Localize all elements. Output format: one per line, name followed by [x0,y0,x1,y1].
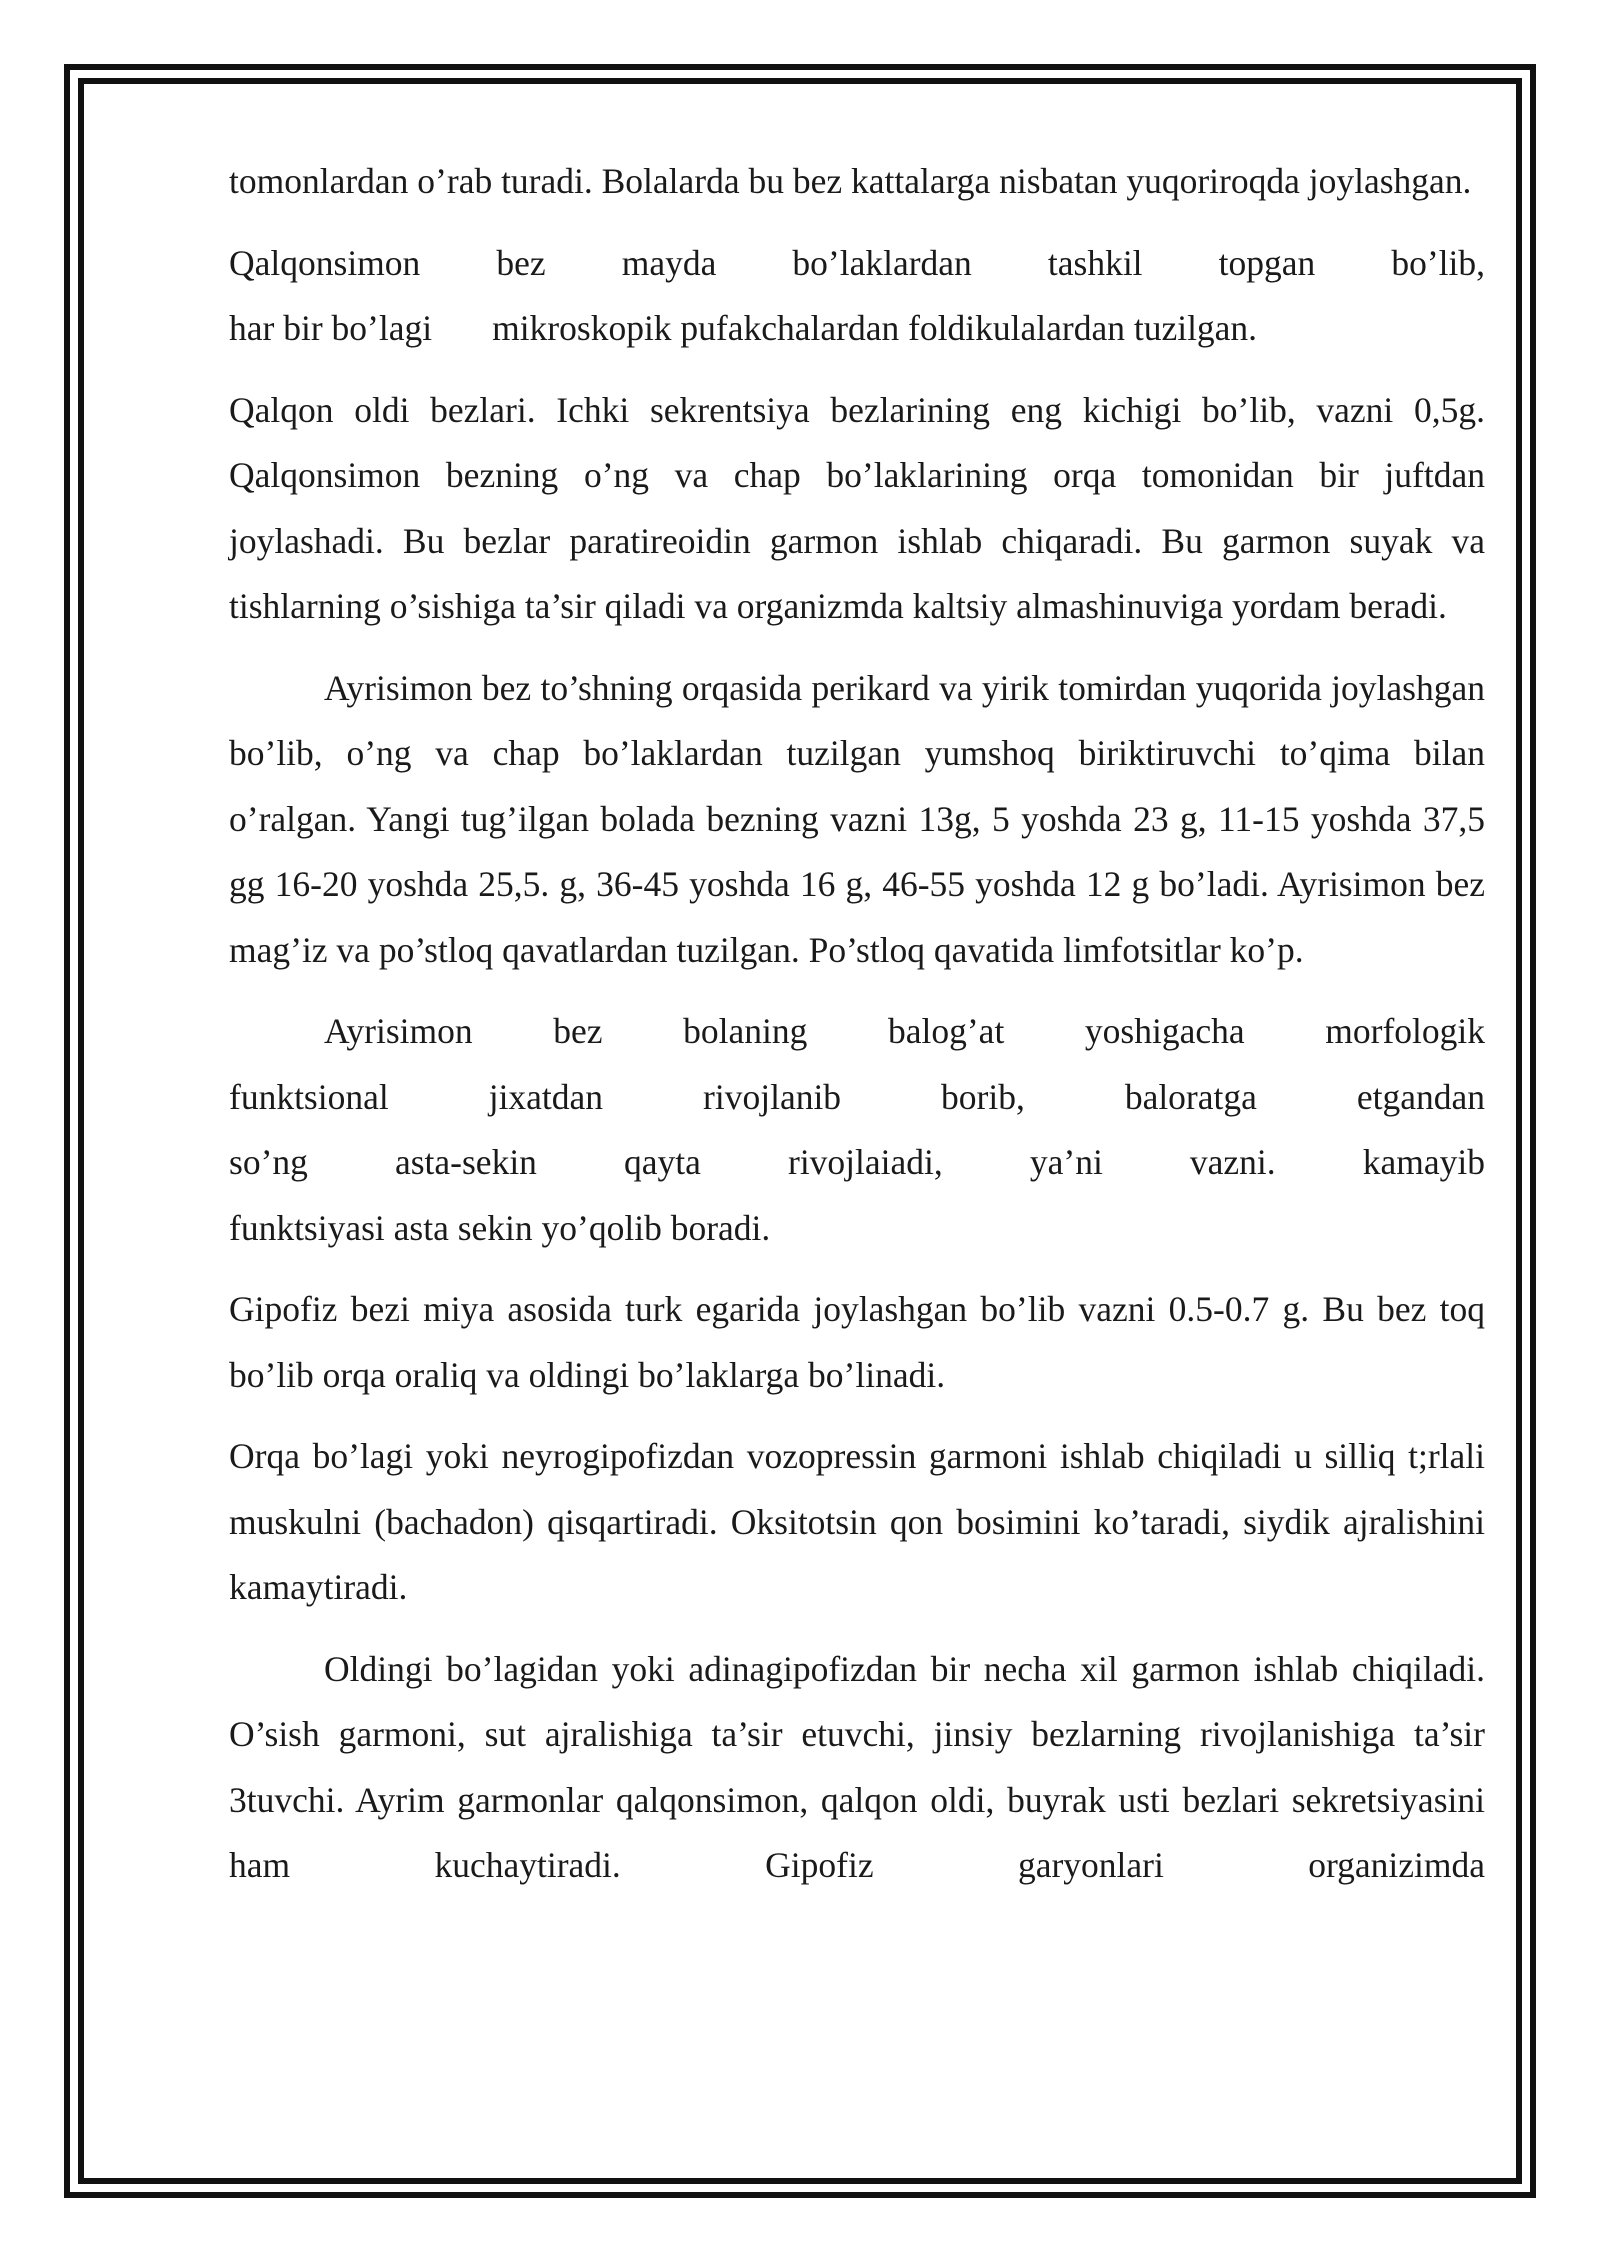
paragraph-8: Oldingi bo’lagidan yoki adinagipofizdan bir necha xil garmon ishlab chiqiladi. O’sish garmoni, sut ajralishiga ta’sir etuvchi, jinsiy bezlarning rivojlanishiga ta’sir 3tuvchi. Ayrim garmonlar qalqonsimon, qalqon oldi, buyrak usti bezlari sekretsiyasini ham kuchaytiradi. Gipofiz garyonlari organizimda [229,1648,1485,1885]
paragraph-3: Qalqon oldi bezlari. Ichki sekrentsiya bezlarining eng kichigi bo’lib, vazni 0,5g. Qalqonsimon bezning o’ng va chap bo’laklarining orqa tomonidan bir juftdan joylashadi. Bu bezlar paratireoidin garmon ishlab chiqaradi. Bu garmon suyak va tishlarning o’sishiga ta’sir qiladi va organizmda kaltsiy almashinuviga yordam beradi. [229,389,1485,626]
document-body [229,149,1485,1915]
paragraph-2-line-2a: har bir bo’lagi [229,308,433,348]
paragraph-2-line-2 [229,296,1485,362]
paragraph-5-line-1: Ayrisimon bez bolaning balog’at yoshigacha morfologik [324,1011,1485,1051]
paragraph-2 [229,231,1485,362]
paragraph-5 [229,999,1485,1261]
paragraph-5-line-3: so’ng asta-sekin qayta rivojlaiadi, ya’ni vazni. kamayib [229,1142,1485,1182]
paragraph-7: Orqa bo’lagi yoki neyrogipofizdan vozopressin garmoni ishlab chiqiladi u silliq t;rlali muskulni (bachadon) qisqartiradi. Oksitotsin qon bosimini ko’taradi, siydik ajralishini kamaytiradi. [229,1436,1485,1607]
paragraph-6: Gipofiz bezi miya asosida turk egarida joylashgan bo’lib vazni 0.5-0.7 g. Bu bez toq bo’lib orqa oraliq va oldingi bo’laklarga bo’linadi. [229,1289,1485,1395]
paragraph-5-line-4: funktsiyasi asta sekin yo’qolib boradi. [229,1207,771,1248]
paragraph-1: tomonlardan o’rab turadi. Bolalarda bu bez kattalarga nisbatan yuqoriroqda joylashgan. [229,161,1472,201]
paragraph-2-line-2b: mikroskopik pufakchalardan foldikulalardan tuzilgan. [492,308,1258,348]
paragraph-4: Ayrisimon bez to’shning orqasida perikard va yirik tomirdan yuqorida joylashgan bo’lib, o’ng va chap bo’laklardan tuzilgan yumshoq biriktiruvchi to’qima bilan o’ralgan. Yangi tug’ilgan bolada bezning vazni 13g, 5 yoshda 23 g, 11-15 yoshda 37,5 gg 16-20 yoshda 25,5. g, 36-45 yoshda 16 g, 46-55 yoshda 12 g bo’ladi. Ayrisimon bez mag’iz va po’stloq qavatlardan tuzilgan. Po’stloq qavatida limfotsitlar ko’p. [229,667,1485,970]
paragraph-2-line-1: Qalqonsimon bez mayda bo’laklardan tashkil topgan bo’lib, [229,242,1485,283]
paragraph-5-line-2: funktsional jixatdan rivojlanib borib, baloratga etgandan [229,1076,1485,1117]
